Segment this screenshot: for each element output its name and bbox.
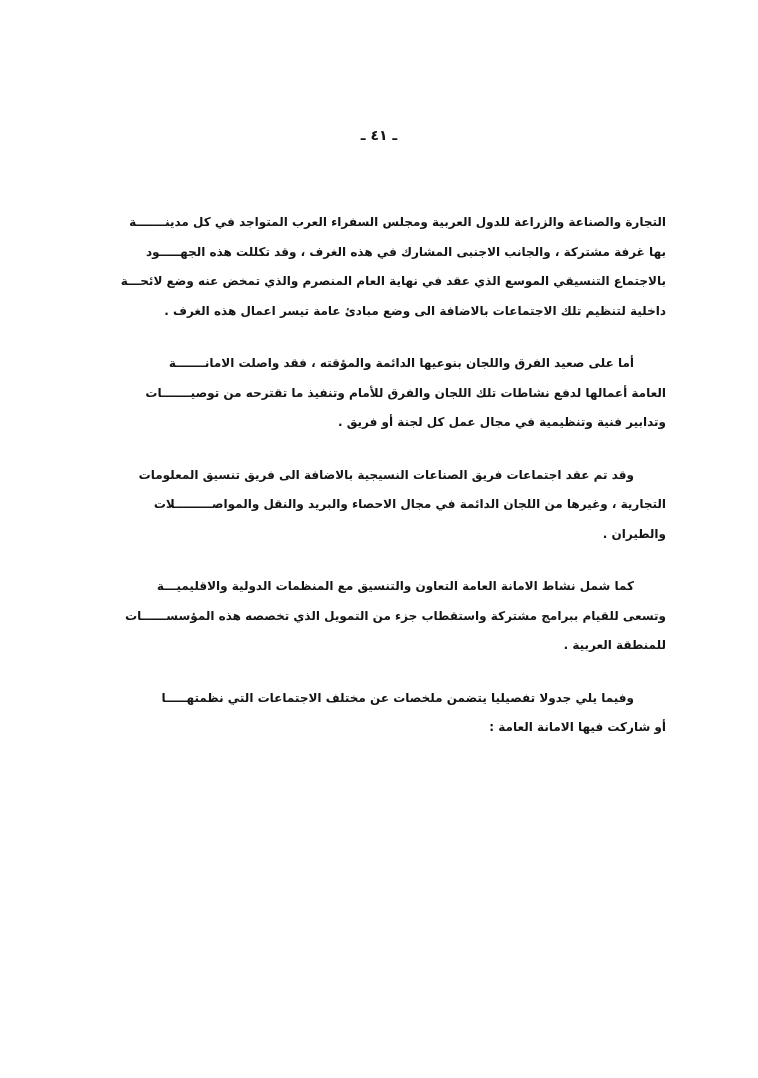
paragraph-2: [96, 349, 666, 438]
text-line: وقد تم عقد اجتماعات فريق الصناعات النسيجية بالاضافة الى فريق تنسيق المعلومات: [138, 467, 634, 482]
text-line: أو شاركت فيها الامانة العامة :: [489, 720, 666, 734]
text-line: بالاجتماع التنسيقي الموسع الذي عقد في نهاية العام المنصرم والذي تمخض عنه وضع لائحـــة: [120, 274, 666, 288]
text-line: التجارة والصناعة والزراعة للدول العربية ومجلس السفراء العرب المتواجد في كل مدينـــــــة: [129, 215, 666, 229]
text-line: وتسعى للقيام ببرامج مشتركة واستقطاب جزء من التمويل الذي تخصصه هذه المؤسســــــات: [125, 608, 666, 623]
text-line: بها غرفة مشتركة ، والجانب الاجنبى المشارك في هذه الغرف ، وقد تكللت هذه الجهـــــود: [145, 244, 666, 259]
text-line: للمنطقة العربية .: [563, 638, 666, 652]
text-line: والطيران .: [602, 526, 666, 541]
document-body: [96, 208, 666, 743]
text-line: أما على صعيد الفرق واللجان بنوعيها الدائمة والمؤقته ، فقد واصلت الامانـــــــة: [168, 356, 634, 370]
text-line: كما شمل نشاط الامانة العامة التعاون والتنسيق مع المنظمات الدولية والاقليميـــة: [156, 579, 634, 593]
paragraph-4: [96, 572, 666, 661]
page-number: ـ ٤١ ـ: [360, 128, 398, 144]
paragraph-3: [96, 461, 666, 550]
text-line: العامة أعمالها لدفع نشاطات تلك اللجان والفرق للأمام وتنفيذ ما تقترحه من توصيـــــــات: [145, 385, 666, 400]
paragraph-1: [96, 208, 666, 326]
text-line: التجارية ، وغيرها من اللجان الدائمة في مجال الاحصاء والبريد والنقل والمواصـــــــــلات: [153, 497, 666, 511]
text-line: وتدابير فنية وتنظيمية في مجال عمل كل لجنة أو فريق .: [337, 415, 666, 429]
text-line: وفيما يلي جدولا تفصيليا يتضمن ملخصات عن مختلف الاجتماعات التي نظمتهـــــا: [161, 690, 634, 705]
text-line: داخلية لتنظيم تلك الاجتماعات بالاضافة الى وضع مبادئ عامة تيسر اعمال هذه الغرف .: [164, 303, 666, 318]
paragraph-5: [96, 684, 666, 743]
